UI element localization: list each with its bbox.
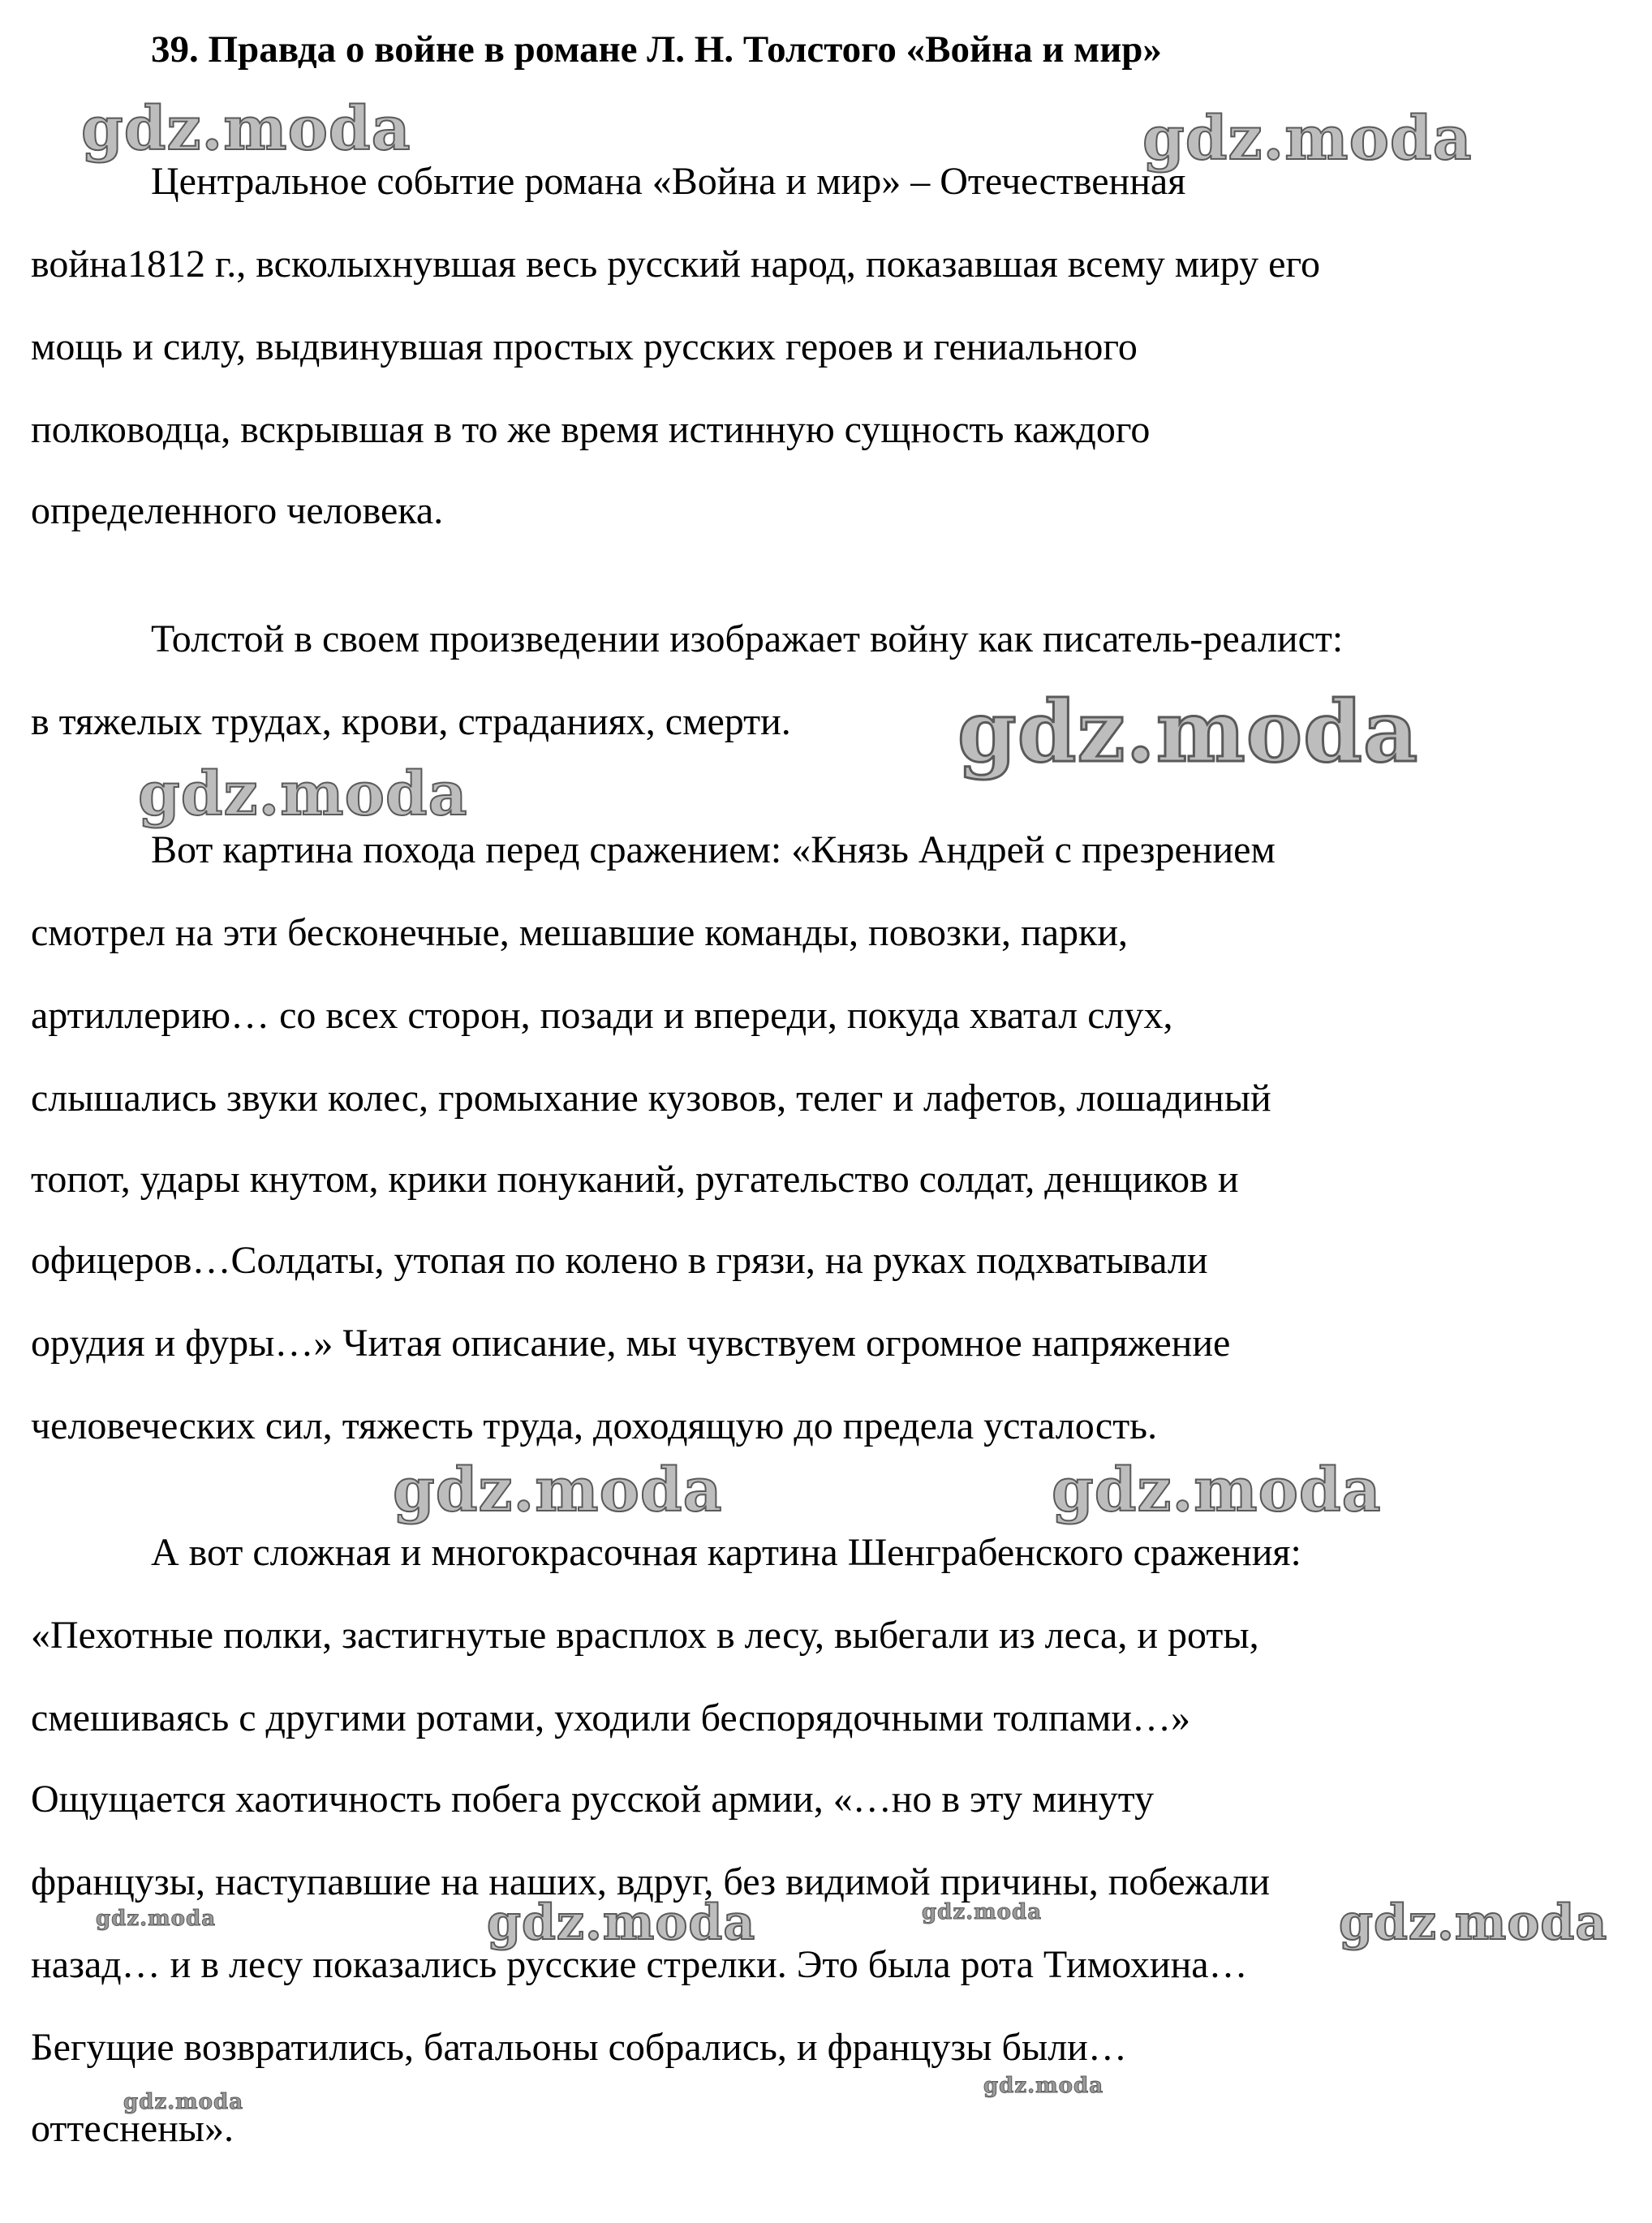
watermark: gdz.moda (138, 759, 468, 829)
paragraph-4-line-4: Ощущается хаотичность побега русской армии, «…но в эту минуту (31, 1778, 1155, 1821)
paragraph-1-line-4: полководца, вскрывшая в то же время истинную сущность каждого (31, 408, 1151, 451)
watermark: gdz.moda (983, 2074, 1104, 2098)
watermark: gdz.moda (922, 1900, 1043, 1924)
watermark: gdz.moda (1052, 1455, 1382, 1525)
watermark: gdz.moda (957, 682, 1419, 781)
paragraph-2-line-2: в тяжелых трудах, крови, страданиях, смерти. (31, 700, 791, 743)
paragraph-4-line-5: французы, наступавшие на наших, вдруг, без видимой причины, побежали (31, 1860, 1271, 1903)
paragraph-4-line-3: смешиваясь с другими ротами, уходили беспорядочными толпами…» (31, 1696, 1191, 1739)
paragraph-3-line-5: топот, удары кнутом, крики понуканий, ругательство солдат, денщиков и (31, 1158, 1239, 1201)
paragraph-4-line-1: А вот сложная и многокрасочная картина Шенграбенского сражения: (151, 1531, 1301, 1574)
paragraph-3-line-3: артиллерию… со всех сторон, позади и впереди, покуда хватал слух, (31, 994, 1173, 1037)
paragraph-3-line-6: офицеров…Солдаты, утопая по колено в грязи, на руках подхватывали (31, 1239, 1208, 1282)
watermark: gdz.moda (96, 1907, 217, 1931)
paragraph-3-line-7: орудия и фуры…» Читая описание, мы чувствуем огромное напряжение (31, 1322, 1231, 1365)
paragraph-1-line-1: Центральное событие романа «Война и мир» – Отечественная (151, 160, 1186, 203)
watermark: gdz.moda (81, 94, 411, 164)
watermark: gdz.moda (393, 1455, 723, 1525)
watermark: gdz.moda (123, 2090, 244, 2114)
paragraph-3-line-1: Вот картина похода перед сражением: «Князь Андрей с презрением (151, 828, 1276, 871)
paragraph-1-line-2: война1812 г., всколыхнувшая весь русский народ, показавшая всему миру его (31, 243, 1320, 286)
paragraph-1-line-3: мощь и силу, выдвинувшая простых русских героев и гениального (31, 325, 1138, 368)
page-title: 39. Правда о войне в романе Л. Н. Толстого «Война и мир» (151, 28, 1162, 71)
paragraph-4-line-8: оттеснены». (31, 2107, 234, 2150)
paragraph-3-line-2: смотрел на эти бесконечные, мешавшие команды, повозки, парки, (31, 911, 1129, 954)
paragraph-3-line-4: слышались звуки колес, громыхание кузовов, телег и лафетов, лошадиный (31, 1077, 1271, 1120)
paragraph-4-line-7: Бегущие возвратились, батальоны собрались, и французы были… (31, 2026, 1127, 2069)
watermark: gdz.moda (487, 1894, 756, 1951)
paragraph-2-line-1: Толстой в своем произведении изображает войну как писатель-реалист: (151, 617, 1344, 660)
watermark: gdz.moda (1339, 1894, 1608, 1951)
paragraph-1-line-5: определенного человека. (31, 489, 444, 532)
paragraph-3-line-8: человеческих сил, тяжесть труда, доходящую до предела усталость. (31, 1404, 1158, 1447)
paragraph-4-line-6: назад… и в лесу показались русские стрелки. Это была рота Тимохина… (31, 1943, 1248, 1986)
watermark: gdz.moda (1142, 104, 1473, 174)
paragraph-4-line-2: «Пехотные полки, застигнутые врасплох в лесу, выбегали из леса, и роты, (31, 1614, 1259, 1657)
